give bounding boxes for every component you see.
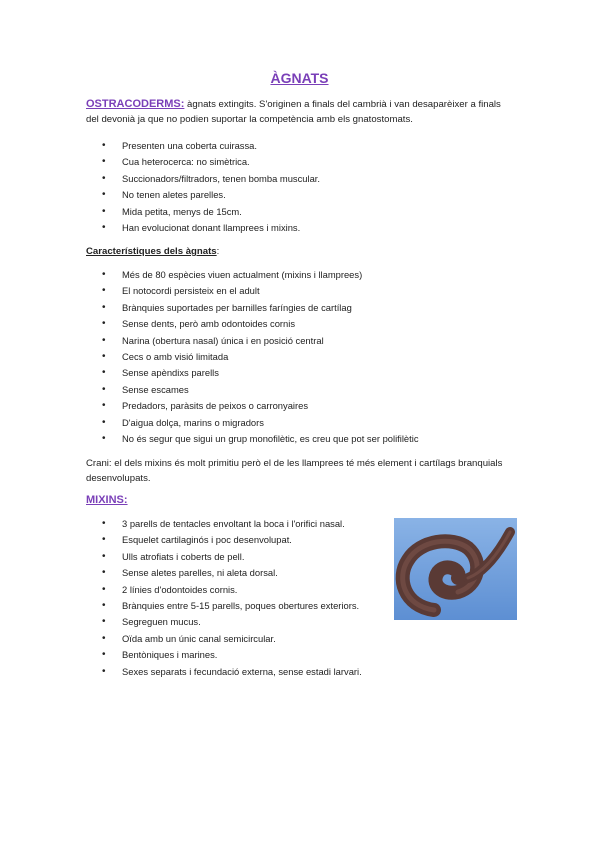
ostracoderms-list [86, 138, 320, 236]
list-item: • Sense apèndixs parells [86, 365, 419, 381]
list-item: • Succionadors/filtradors, tenen bomba muscular. [86, 171, 320, 187]
list-item: • Sense dents, però amb odontoides cornis [86, 316, 419, 332]
characteristics-heading: Característiques dels àgnats [86, 246, 217, 257]
list-item: • El notocordi persisteix en el adult [86, 283, 419, 299]
hagfish-photo [394, 518, 517, 620]
list-item: • Segreguen mucus. [86, 614, 362, 630]
list-item: • Presenten una coberta cuirassa. [86, 138, 320, 154]
list-item: • No és segur que sigui un grup monofilètic, es creu que pot ser polifilètic [86, 431, 419, 447]
characteristics-list [86, 267, 419, 447]
list-item: • Brànquies suportades per barnilles faríngies de cartílag [86, 300, 419, 316]
list-item: • No tenen aletes parelles. [86, 187, 320, 203]
list-item: • Esquelet cartilaginós i poc desenvolupat. [86, 532, 362, 548]
page-title: ÀGNATS [270, 70, 329, 86]
list-item: • Han evolucionat donant llamprees i mixins. [86, 220, 320, 236]
list-item: • D'aigua dolça, marins o migradors [86, 415, 419, 431]
crani-paragraph: Crani: el dels mixins és molt primitiu però el de les llamprees té més element i cartílags branquials desenvolupats. [86, 458, 503, 484]
mixins-list [86, 516, 362, 680]
characteristics-heading-line [86, 245, 516, 260]
list-item: • Bentòniques i marines. [86, 647, 362, 663]
mixins-heading-line [86, 493, 516, 509]
list-item: • Sense aletes parelles, ni aleta dorsal. [86, 565, 362, 581]
list-item: • 3 parells de tentacles envoltant la boca i l'orifici nasal. [86, 516, 362, 532]
list-item: • Mida petita, menys de 15cm. [86, 204, 320, 220]
list-item: • Oïda amb un únic canal semicircular. [86, 631, 362, 647]
list-item: • 2 línies d'odontoides cornis. [86, 582, 362, 598]
ostracoderms-paragraph [86, 97, 516, 127]
list-item: • Sexes separats i fecundació externa, sense estadi larvari. [86, 664, 362, 680]
ostracoderms-heading: OSTRACODERMS: [86, 98, 185, 110]
list-item: • Cecs o amb visió limitada [86, 349, 419, 365]
list-item: • Predadors, paràsits de peixos o carronyaires [86, 398, 419, 414]
list-item: • Sense escames [86, 382, 419, 398]
list-item: • Ulls atrofiats i coberts de pell. [86, 549, 362, 565]
mixins-heading: MIXINS: [86, 494, 128, 506]
list-item: • Més de 80 espècies viuen actualment (mixins i llamprees) [86, 267, 419, 283]
list-item: • Cua heterocerca: no simètrica. [86, 154, 320, 170]
list-item: • Brànquies entre 5-15 parells, poques obertures exteriors. [86, 598, 362, 614]
ostracoderms-intro: àgnats extingits. S'originen a finals del cambrià i van desaparèixer a finals del devonià ja que no podien suportar la competència amb els gnatostomats. [86, 99, 501, 125]
list-item: • Narina (obertura nasal) única i en posició central [86, 333, 419, 349]
characteristics-colon: : [216, 246, 220, 257]
